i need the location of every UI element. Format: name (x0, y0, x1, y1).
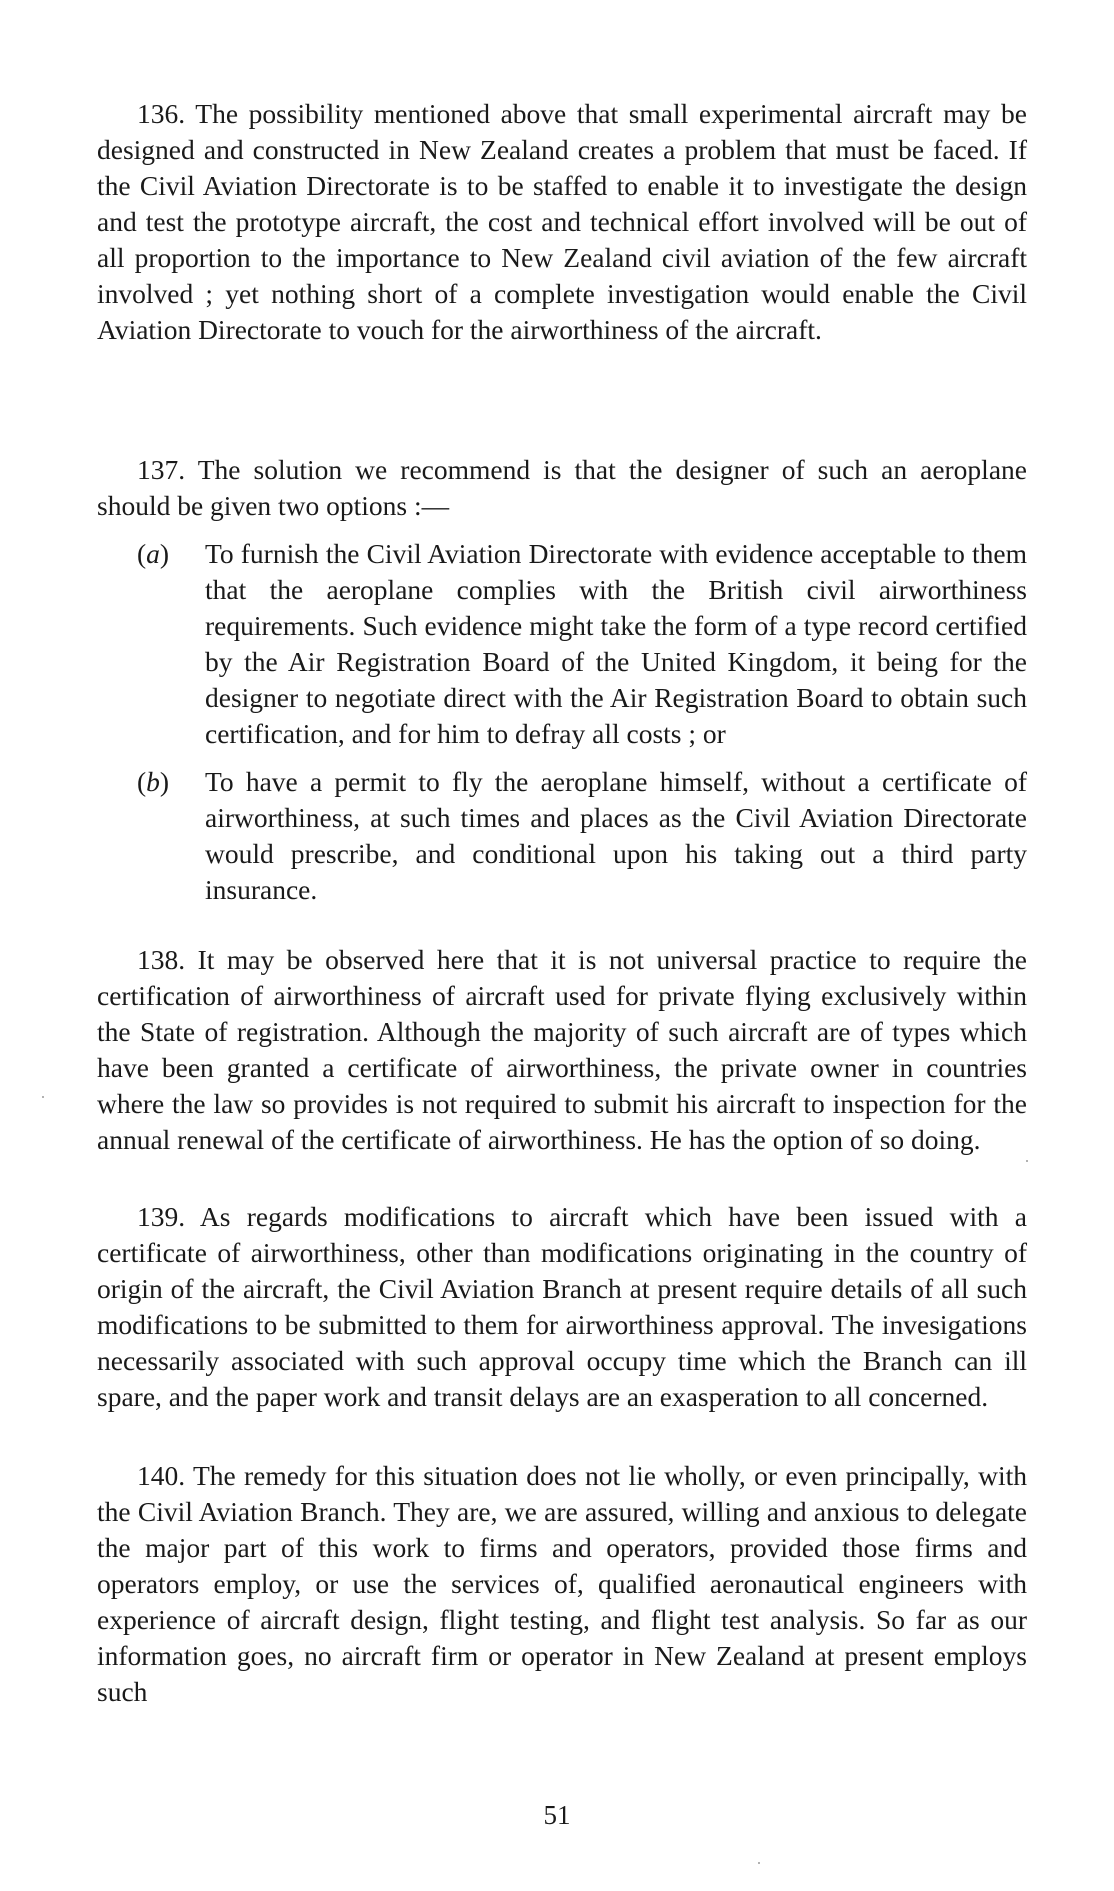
paragraph-138 (97, 942, 1027, 1158)
paragraph-number: 138. (137, 944, 186, 975)
paragraph-number: 137. (137, 454, 186, 485)
paragraph-text: The remedy for this situation does not lie wholly, or even principally, with the Civil Aviation Branch. They are, we are assured, willing and anxious to delegate the major part of this work to firms and operators, provided those firms and operators employ, or use the services of, qualified aeronautical engineers with experience of aircraft design, flight testing, and flight test analysis. So far as our information goes, no aircraft firm or operator in New Zealand at present employs such (97, 1460, 1027, 1707)
scan-speck (1026, 1160, 1028, 1162)
page-number: 51 (543, 1800, 571, 1830)
paragraph-136 (97, 96, 1027, 348)
scan-speck (758, 1862, 760, 1864)
paragraph-text: The possibility mentioned above that small experimental aircraft may be designed and constructed in New Zealand creates a problem that must be faced. If the Civil Aviation Directorate is to be staffed to enable it to investigate the design and test the prototype aircraft, the cost and technical effort involved will be out of all proportion to the importance to New Zealand civil aviation of the few aircraft involved ; yet nothing short of a complete investigation would enable the Civil Aviation Directorate to vouch for the airworthiness of the aircraft. (97, 98, 1027, 345)
paragraph-text: As regards modifications to aircraft which have been issued with a certificate of airworthiness, other than modifications originating in the country of origin of the aircraft, the Civil Aviation Branch at present require details of all such modifications to be submitted to them for airworthiness approval. The invesigations necessarily associated with such approval occupy time which the Branch can ill spare, and the paper work and transit delays are an exasperation to all concerned. (97, 1201, 1027, 1412)
option-marker: (b) (137, 766, 170, 797)
option-text: To have a permit to fly the aeroplane himself, without a certificate of airworthiness, at such times and places as the Civil Aviation Directorate would prescribe, and conditional upon his taking out a third party insurance. (205, 766, 1027, 905)
paragraph-number: 140. (137, 1460, 186, 1491)
option-a (97, 536, 1027, 752)
scan-speck (42, 1096, 44, 1098)
paragraph-number: 139. (137, 1201, 186, 1232)
paragraph-number: 136. (137, 98, 186, 129)
paragraph-137 (97, 452, 1027, 908)
option-text: To furnish the Civil Aviation Directorate with evidence acceptable to them that the aeroplane complies with the British civil airworthiness requirements. Such evidence might take the form of a type record certified by the Air Registration Board of the United Kingdom, it being for the designer to negotiate direct with the Air Registration Board to obtain such certification, and for him to defray all costs ; or (205, 538, 1027, 749)
paragraph-text: The solution we recommend is that the designer of such an aeroplane should be given two options :— (97, 454, 1027, 521)
paragraph-140 (97, 1458, 1027, 1710)
option-marker: (a) (137, 538, 170, 569)
paragraph-text: It may be observed here that it is not universal practice to require the certification of airworthiness of aircraft used for private flying exclusively within the State of registration. Although the majority of such aircraft are of types which have been granted a certificate of airworthiness, the private owner in countries where the law so provides is not required to submit his aircraft to inspection for the annual renewal of the certificate of airworthiness. He has the option of so doing. (97, 944, 1028, 1155)
option-b (97, 764, 1027, 908)
paragraph-139 (97, 1199, 1027, 1415)
